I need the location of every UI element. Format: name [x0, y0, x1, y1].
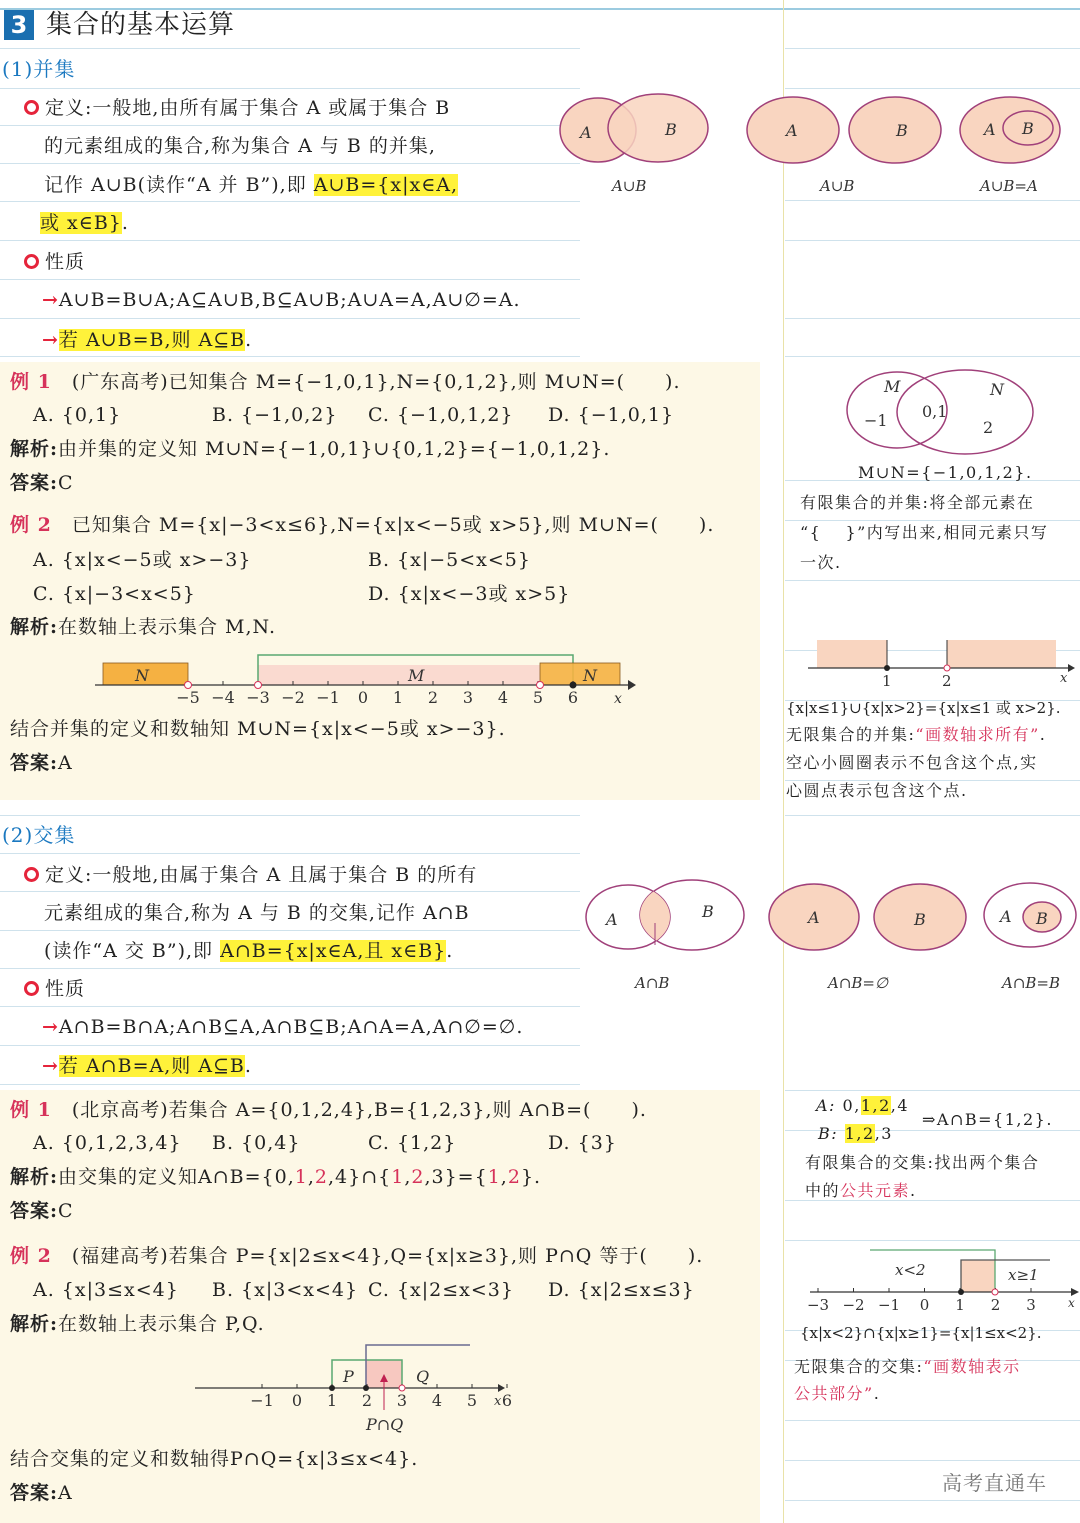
- venn-label: B: [1036, 909, 1048, 928]
- ruled-line: [0, 815, 580, 816]
- arrow-icon: →: [42, 329, 59, 351]
- ruled-line: [785, 318, 1080, 319]
- inter-prop-1: [42, 1014, 523, 1040]
- venn-caption: A∩B: [635, 974, 670, 992]
- text: }.: [520, 1166, 542, 1188]
- tick-label: −2: [842, 1296, 865, 1314]
- tick-label: 0: [919, 1296, 930, 1314]
- text: ,3: [874, 1124, 893, 1143]
- tick-label: 5: [532, 688, 544, 707]
- red-text: 公共元素: [840, 1181, 911, 1200]
- option: D. {−1,0,1}: [548, 404, 675, 426]
- text: 中的: [805, 1181, 841, 1200]
- text: (福建高考)若集合 P={x|2≤x<4},Q={x|x≥3},则 P∩Q 等于( ).: [71, 1245, 704, 1267]
- red-text: 公共部分”: [794, 1384, 874, 1403]
- note-line: 空心小圆圈表示不包含这个点,实: [786, 753, 1038, 772]
- conclusion: 结合并集的定义和数轴知 M∪N={x|x<−5或 x>−3}.: [10, 718, 506, 740]
- set-label: P: [343, 1367, 354, 1386]
- venn-label: N: [990, 380, 1004, 399]
- ruled-line: [0, 891, 580, 892]
- inter-side-number-line: [795, 1240, 1080, 1320]
- note-line: 心圆点表示包含这个点.: [786, 781, 968, 800]
- highlight: A∩B={x|x∈A,且 x∈B}: [220, 940, 447, 962]
- text: 由交集的定义知A∩B={0,: [58, 1166, 295, 1188]
- text: 定义:一般地,由所有属于集合 A 或属于集合 B: [45, 97, 451, 119]
- note-line: [794, 1381, 880, 1407]
- red-text: 1: [294, 1166, 308, 1188]
- set-label: N: [135, 666, 149, 685]
- ab-intersection-result: ⇒A∩B={1,2}.: [922, 1110, 1053, 1129]
- tick-label: 2: [361, 1391, 373, 1410]
- label: 解析:: [10, 438, 59, 460]
- venn-element: −1: [864, 411, 888, 430]
- inter-prop-2: [42, 1053, 252, 1079]
- text: A: [58, 1482, 73, 1504]
- ruled-line: [0, 1006, 580, 1007]
- mn-venn-diagram: [840, 362, 1040, 462]
- venn-caption: A∩B=B: [1002, 974, 1061, 992]
- label: A:: [816, 1096, 836, 1115]
- example-label: 例 1: [10, 1099, 52, 1121]
- text: 定义:一般地,由属于集合 A 且属于集合 B 的所有: [45, 864, 478, 886]
- answer: [10, 750, 73, 776]
- bullet-icon: [24, 867, 39, 882]
- union-example-1-question: [10, 369, 681, 395]
- highlight: 或 x∈B}: [40, 212, 122, 234]
- option: D. {x|x<−3或 x>5}: [368, 583, 571, 605]
- highlight: 1,2: [844, 1124, 875, 1143]
- ruled-line: [785, 1420, 1080, 1421]
- venn-label: A: [580, 123, 592, 142]
- intersection-region: [961, 1260, 995, 1292]
- label: 答案:: [10, 1200, 59, 1222]
- venn-label: B: [665, 120, 677, 139]
- text: 性质: [45, 251, 86, 273]
- text: 已知集合 M={x|−3<x≤6},N={x|x<−5或 x>5},则 M∪N=( ).: [71, 514, 715, 536]
- tick-label: 1: [326, 1391, 338, 1410]
- label: 解析:: [10, 1313, 59, 1335]
- label: 答案:: [10, 752, 59, 774]
- highlight: 若 A∪B=B,则 A⊆B: [58, 329, 246, 351]
- red-text: “画数轴求所有”: [915, 725, 1040, 744]
- set-n-right-region: [540, 663, 620, 685]
- axis-label: x: [1060, 671, 1068, 686]
- ruled-line: [0, 968, 580, 969]
- venn-label: B: [896, 121, 908, 140]
- ruled-line: [785, 1090, 1080, 1091]
- set-b-elements: [818, 1121, 893, 1147]
- text: .: [121, 212, 129, 234]
- text: 在数轴上表示集合 M,N.: [58, 616, 276, 638]
- intersection-number-line: [180, 1330, 520, 1440]
- column-divider: [783, 0, 784, 1523]
- inter-prop-label: [24, 976, 85, 1002]
- text: 在数轴上表示集合 P,Q.: [58, 1313, 265, 1335]
- region-right: [947, 640, 1056, 668]
- set-label: N: [583, 666, 597, 685]
- highlight: 若 A∩B=A,则 A⊆B: [58, 1055, 245, 1077]
- text: .: [910, 1181, 917, 1200]
- label: B:: [818, 1124, 839, 1143]
- example-label: 例 1: [10, 371, 52, 393]
- text: 记作 A∪B(读作“A 并 B”),即: [44, 174, 314, 196]
- venn-label: M: [884, 377, 901, 396]
- tick-label: 0: [291, 1391, 303, 1410]
- ruled-line: [785, 580, 1080, 581]
- option: B. {−1,0,2}: [212, 404, 338, 426]
- infinite-intersection-result: {x|x<2}∩{x|x≥1}={x|1≤x<2}.: [800, 1324, 1042, 1342]
- venn-label: A: [808, 908, 820, 927]
- axis-label: x: [1068, 1296, 1075, 1310]
- ruled-line: [0, 279, 580, 280]
- inter-def-line-1: [24, 862, 477, 888]
- red-text: 2: [411, 1166, 425, 1188]
- ruled-line: [0, 1045, 580, 1046]
- note-line: 一次.: [800, 553, 842, 572]
- tick-label: −4: [211, 688, 235, 707]
- text: .: [244, 1055, 252, 1077]
- text: 由并集的定义知 M∪N={−1,0,1}∪{0,1,2}={−1,0,1,2}.: [58, 438, 611, 460]
- open-point: [399, 1385, 405, 1391]
- union-side-number-line: [800, 630, 1080, 690]
- tick-label: −1: [877, 1296, 901, 1314]
- tick-label: 3: [462, 688, 474, 707]
- label: 答案:: [10, 472, 59, 494]
- set-label: M: [408, 666, 425, 685]
- red-text: 1: [391, 1166, 405, 1188]
- infinite-union-result: {x|x≤1}∪{x|x>2}={x|x≤1 或 x>2}.: [786, 699, 1061, 717]
- option: B. {0,4}: [212, 1132, 301, 1154]
- axis-arrow-icon: [1068, 664, 1075, 672]
- section-number-badge: 3: [4, 10, 34, 40]
- option: B. {x|3<x<4}: [212, 1279, 359, 1301]
- option: D. {3}: [548, 1132, 617, 1154]
- page-title: 集合的基本运算: [46, 10, 236, 40]
- ruled-line: [0, 853, 580, 854]
- text: (北京高考)若集合 A={0,1,2,4},B={1,2,3},则 A∩B=( ).: [71, 1099, 647, 1121]
- ruled-line: [0, 201, 580, 202]
- intersection-heading: (2)交集: [2, 823, 76, 847]
- ruled-line: [0, 1084, 580, 1085]
- closed-point: [570, 682, 577, 689]
- open-point: [255, 682, 262, 689]
- text: ,4: [890, 1096, 910, 1115]
- option: C. {x|2≤x<3}: [368, 1279, 514, 1301]
- option: D. {x|2≤x≤3}: [548, 1279, 695, 1301]
- union-prop-1: [42, 287, 521, 313]
- tick-label: 2: [990, 1296, 1001, 1314]
- union-def-line-4: [40, 210, 129, 236]
- option: B. {x|−5<x<5}: [368, 549, 531, 571]
- ruled-line: [785, 88, 1080, 89]
- mn-union-result: M∪N={−1,0,1,2}.: [858, 463, 1033, 482]
- ruled-line: [785, 815, 1080, 816]
- tick-label: 1: [882, 672, 892, 690]
- note-line: “{ }”内写出来,相同元素只写: [800, 523, 1049, 542]
- tick-label: −1: [316, 688, 340, 707]
- union-prop-label: [24, 249, 85, 275]
- axis-label: x: [494, 1394, 502, 1409]
- label: 解析:: [10, 616, 59, 638]
- label: 答案:: [10, 1482, 59, 1504]
- tick-label: 2: [942, 672, 952, 690]
- tick-label: −3: [246, 688, 270, 707]
- option: A. {x|x<−5或 x>−3}: [33, 549, 252, 571]
- solution: [10, 614, 276, 640]
- tick-label: 2: [427, 688, 439, 707]
- arrow-icon: →: [42, 289, 59, 311]
- venn-caption: A∩B=∅: [828, 974, 889, 992]
- ruled-line: [785, 48, 1080, 49]
- venn-caption: A∪B: [820, 177, 855, 195]
- red-text: 2: [314, 1166, 328, 1188]
- tick-label: −1: [250, 1391, 274, 1410]
- set-label: Q: [416, 1367, 430, 1386]
- answer: [10, 470, 74, 496]
- axis-label: x: [614, 691, 622, 707]
- bullet-icon: [24, 100, 39, 115]
- bullet-icon: [24, 254, 39, 269]
- ruled-line: [0, 930, 580, 931]
- union-prop-2: [42, 327, 252, 353]
- union-heading: (1)并集: [2, 57, 76, 81]
- option: A. {x|3≤x<4}: [33, 1279, 179, 1301]
- text: ,: [500, 1166, 508, 1188]
- union-venn-diagrams: [550, 90, 1080, 210]
- open-point: [185, 682, 192, 689]
- tick-label: 6: [567, 688, 579, 707]
- venn-element: 2: [983, 418, 994, 437]
- closed-point: [329, 1385, 335, 1391]
- text: ,: [307, 1166, 315, 1188]
- highlight: 1,2: [860, 1096, 891, 1115]
- note-line: [794, 1354, 1021, 1380]
- text: 0,: [842, 1096, 861, 1115]
- axis-arrow-icon: [1071, 1288, 1079, 1296]
- note-line: [786, 722, 1046, 748]
- note-line: 有限集合的交集:找出两个集合: [805, 1153, 1040, 1172]
- pq-label: P∩Q: [366, 1415, 404, 1434]
- text: .: [245, 329, 253, 351]
- tick-label: 4: [497, 688, 509, 707]
- venn-set-b: [608, 94, 708, 162]
- text: ,3}={: [424, 1166, 488, 1188]
- arrow-icon: →: [42, 1055, 59, 1077]
- option: C. {1,2}: [368, 1132, 457, 1154]
- example-label: 例 2: [10, 514, 52, 536]
- open-point: [944, 665, 950, 671]
- text: (广东高考)已知集合 M={−1,0,1},N={0,1,2},则 M∪N=( ).: [71, 371, 681, 393]
- highlight: A∪B={x|x∈A,: [313, 174, 459, 196]
- example-label: 例 2: [10, 1245, 52, 1267]
- text: 性质: [45, 978, 86, 1000]
- tick-label: −5: [176, 688, 200, 707]
- ruled-line: [0, 48, 580, 49]
- inter-example-2-question: [10, 1243, 703, 1269]
- venn-label: A: [984, 120, 996, 139]
- venn-label: A: [786, 121, 798, 140]
- tick-label: −2: [281, 688, 305, 707]
- venn-label: A: [606, 910, 618, 929]
- bullet-icon: [24, 981, 39, 996]
- inter-def-line-3: [44, 938, 453, 964]
- text: .: [873, 1384, 881, 1403]
- tick-label: 5: [466, 1391, 478, 1410]
- set-m-region: [258, 665, 540, 685]
- red-text: 2: [507, 1166, 521, 1188]
- note-line: [805, 1178, 917, 1204]
- region-label: x<2: [895, 1261, 926, 1279]
- ruled-line: [0, 125, 580, 126]
- union-number-line: [0, 640, 640, 715]
- ruled-line: [785, 356, 1080, 357]
- ruled-line: [0, 356, 580, 357]
- red-text: 1: [487, 1166, 501, 1188]
- tick-label: 6: [501, 1391, 513, 1410]
- option: A. {0,1}: [33, 404, 122, 426]
- text: A∩B=B∩A;A∩B⊆A,A∩B⊆B;A∩A=A,A∩∅=∅.: [58, 1016, 524, 1038]
- venn-label: A: [1000, 907, 1012, 926]
- venn-label: B: [914, 910, 926, 929]
- region-left: [817, 640, 887, 668]
- text: .: [1039, 725, 1047, 744]
- text: 无限集合的并集:: [786, 725, 916, 744]
- text: .: [446, 940, 454, 962]
- text: A: [58, 752, 73, 774]
- solution: [10, 1164, 541, 1190]
- ruled-line: [785, 1460, 1080, 1461]
- inter-def-line-2: 元素组成的集合,称为 A 与 B 的交集,记作 A∩B: [44, 902, 470, 924]
- set-a-elements: [816, 1093, 909, 1119]
- answer: [10, 1198, 74, 1224]
- arrow-icon: →: [42, 1016, 59, 1038]
- ruled-line: [0, 240, 580, 241]
- answer: [10, 1480, 73, 1506]
- text: A∪B=B∪A;A⊆A∪B,B⊆A∪B;A∪A=A,A∪∅=A.: [58, 289, 521, 311]
- ruled-line: [0, 88, 580, 89]
- venn-set-b: [849, 97, 941, 163]
- tick-label: 0: [357, 688, 369, 707]
- tick-label: 1: [955, 1296, 965, 1314]
- label: 解析:: [10, 1166, 59, 1188]
- text: ,: [404, 1166, 412, 1188]
- venn-caption: A∪B: [612, 177, 647, 195]
- option: C. {x|−3<x<5}: [33, 583, 196, 605]
- tick-label: 1: [392, 688, 404, 707]
- intersection-venn-diagrams: [580, 875, 1080, 995]
- ruled-line: [785, 240, 1080, 241]
- union-def-line-3: [44, 172, 458, 198]
- red-text: “画数轴表示: [923, 1357, 1021, 1376]
- ruled-line: [0, 163, 580, 164]
- solution: [10, 436, 610, 462]
- venn-element: 0,1: [922, 402, 948, 421]
- watermark: 高考直通车: [942, 1471, 1047, 1495]
- union-def-line-2: 的元素组成的集合,称为集合 A 与 B 的并集,: [44, 135, 436, 157]
- tick-label: −3: [806, 1296, 830, 1314]
- venn-caption: A∪B=A: [980, 177, 1038, 195]
- open-point: [537, 682, 544, 689]
- closed-point: [363, 1385, 369, 1391]
- venn-label: B: [1022, 119, 1034, 138]
- ruled-line: [785, 1500, 1080, 1501]
- inter-example-1-question: [10, 1097, 647, 1123]
- tick-label: 3: [396, 1391, 408, 1410]
- closed-point: [884, 665, 890, 671]
- axis-arrow-icon: [628, 680, 636, 690]
- closed-point: [958, 1289, 964, 1295]
- option: A. {0,1,2,3,4}: [33, 1132, 182, 1154]
- tick-label: 4: [431, 1391, 443, 1410]
- union-example-2-question: [10, 512, 714, 538]
- text: ,4}∩{: [328, 1166, 392, 1188]
- conclusion: 结合交集的定义和数轴得P∩Q={x|3≤x<4}.: [10, 1448, 419, 1470]
- venn-label: B: [702, 902, 714, 921]
- text: 无限集合的交集:: [794, 1357, 924, 1376]
- ruled-line: [0, 318, 580, 319]
- region-label: x≥1: [1008, 1266, 1039, 1284]
- venn-set-n: [897, 370, 1033, 454]
- note-line: 有限集合的并集:将全部元素在: [800, 493, 1035, 512]
- union-def-line-1: [24, 95, 450, 121]
- option: C. {−1,0,1,2}: [368, 404, 514, 426]
- text: (读作“A 交 B”),即: [44, 940, 221, 962]
- tick-label: 3: [1026, 1296, 1036, 1314]
- open-point: [992, 1289, 998, 1295]
- text: C: [58, 1200, 74, 1222]
- text: C: [58, 472, 74, 494]
